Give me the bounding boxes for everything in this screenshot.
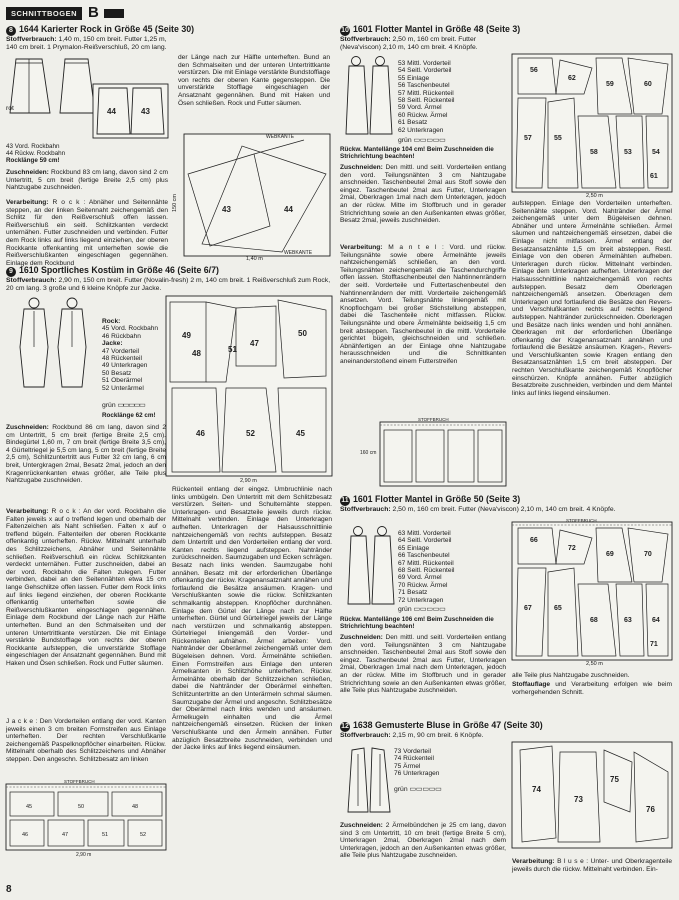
svg-text:50: 50 (78, 804, 85, 810)
s11-cut: Zuschneiden: Den mittl. und seitl. Vorderteilen entlang den vord. Teilungsnähten 3 cm Nahtzugabe anschneiden. Taschenbeutel 2mal aus Stoff sowie den eingez. Taschenbeutel 2mal aus Futter, Unterkragen 2mal, Oberkragen 1mal nach dem Unterkragen, jedoch an der rückw. Mitte im Stoffbruch und in gerader Strichrichtung sowie an den Außenkanten etwas größer, alle Teile plus Nahtzugabe zuschneiden. (340, 634, 506, 695)
svg-text:50: 50 (298, 329, 307, 338)
s11-pieces: 63 Mittl. Vorderteil 64 Seitl. Vorderteil 65 Einlage 66 Taschenbeutel 67 Mittl. Rückenteil 68 Seitl. Rückenteil 69 Vord. Ärmel 70 Rückw. Ärmel 71 Besatz 72 Unterkragen (398, 530, 455, 604)
svg-text:55: 55 (554, 135, 562, 142)
svg-text:53: 53 (624, 149, 632, 156)
svg-text:49: 49 (182, 331, 191, 340)
s10-dim-h: 160 cm (360, 450, 377, 456)
svg-text:73: 73 (574, 795, 583, 804)
s9-cutting-layout (166, 296, 332, 476)
svg-text:72: 72 (568, 545, 576, 552)
s8-work: Verarbeitung: R o c k : Abnäher und Seitennähte steppen, an der linken Seitennaht zeichengemäß den Schlitz für den Reißverschluß offen lassen. Reißverschluß ein seitl. Schlitzkanten verdeckt unternähen. Futter zuschneiden und verbinden. Futter dem Rock links auf links liegend einziehen, der oberen Rockkante offenkanting mit unterheften sowie die Reißverschlußkanten eingeschlagen gegennähen. Einlage dem Rockbund (6, 199, 168, 267)
svg-text:44: 44 (107, 107, 116, 116)
s8-aside: der Länge nach zur Hälfte unterheften. Bund an den Schmalseiten und der unteren Untertrittkante verstürzen. Die mit Einlage verstärkte Bundstoffiage von rechts der oberen Kante gegensteppen. Die unverstärkte Stofflage eingeschlagen der Ansatznaht gegennähen. Bund mit Haken und Ösen schließen. Rock und Futter säumen. (178, 54, 330, 107)
svg-text:60: 60 (644, 81, 652, 88)
svg-text:76: 76 (646, 805, 655, 814)
s8-cutting-layout (184, 134, 330, 256)
s10-cutting-layout (512, 54, 672, 192)
s8-cut: Zuschneiden: Rockbund 83 cm lang, davon sind 2 cm Untertritt, 5 cm breit (fertige Breite 2,5 cm) plus Nahtzugabe zuschneiden. (6, 169, 168, 192)
svg-text:43: 43 (141, 107, 150, 116)
s9-col2: Rückenteil entlang der eingez. Umbruchlinie nach links umbügeln. Den Untertritt mit dem Schlitzbesatz verstürzen. Seiten- und Schulternähte steppen. Unterkragen- und Besatzteile jeweils durch rückw. Mittelnaht verbinden. Einlage den Unterkragen aufheften. Unterkragen der Halsausschnittlinie nahtzeichengemäß von rechts aufsteppen. Besatz dem Untertritt und den Vorderteilen entlang der vord. Kanten rechts liegend aufsteppen. Nahtränder zurückschneiden. Saumzugaben und Ecken schrägen. Besatz nach links wenden. Saumzugabe hohl annähen. Besatz mit der erforderlichen Überlänge offenkantig der rückw. Kragenansatznaht annähen und fortlaufend die Besätze ansäumen. Kragen- und Verschlußkanten sowie die rückw. Schlitzkanten schmalkantig absteppen. Knopflöcher durchnähen. Einlage dem Gürtel der Länge nach zur Hälfte unterheften. Gürtel und Gürtelriegel jeweils der Länge nach verstürzen und schmalkantig absteppen. Gürtelriegel liniengemäß den Vorder- und Rückenteilen aufnähen. Ärmel arbeiten: Vord. Nahtränder der Oberärmel zeichengemäß unter dem Bügeleisen dehnen. Vord. Ärmelnähte schließen. Einen Formstreifen aus Einlage den unteren Ärmelkanten in Schlitzhöhe unterheften. Rückw. Ärmelnähte oberhalb der Schlitzzeichen schließen, dabei die Nahtränder der Oberärmel einheften. Schlitzuntertritte an den Unterärmeln schmal säumen. Saumzugabe der Ärmel und angeschn. Schlitzbesätze der Oberärmel nach links wenden und ansäumen. Ärmelkugeln einhalten und die Ärmel nahtzeichengemäß einsetzen. Rücken der linken Verschlußkante und den Ärmeln annähen. Futter abzüglich Besatzbreite zuschneiden, verbinden und der Jacke links auf links liegend einsäumen. (172, 486, 332, 752)
s8-color: rot (6, 105, 14, 112)
svg-text:43: 43 (222, 205, 231, 214)
s9-material: Stoffverbrauch: 2,90 m, 150 cm breit. Futter (Novalin-fresh) 2 m, 140 cm breit. 1 Reißverschluß zum Rock, 20 cm lang. 3 große und 6 kleine Knöpfe zur Jacke. (6, 277, 331, 292)
s11-col2b: Stoffauflage und Verarbeitung erfolgen wie beim vorhergehenden Schnitt. (512, 681, 672, 696)
s8-fold-top: WEBKANTE (266, 134, 295, 140)
svg-text:62: 62 (568, 75, 576, 82)
s11-color: grün ▭▭▭▭▭ (398, 606, 446, 613)
s11-col2: alle Teile plus Nahtzugabe zuschneiden. (512, 672, 630, 679)
s9-length: Rocklänge 62 cm! (102, 412, 156, 419)
svg-text:52: 52 (140, 832, 147, 838)
s8-material: Stoffverbrauch: 1,40 m, 150 cm breit. Futter 1,25 m, 140 cm breit. 1 Prymalon-Reißverschluß, 20 cm lang. (6, 36, 167, 51)
s9-suit-illustration (14, 297, 94, 389)
s12-material: Stoffverbrauch: 2,15 m, 90 cm breit. 6 Knöpfe. (340, 732, 484, 739)
s11-title: 11 1601 Flotter Mantel in Größe 50 (Seite 3) (341, 494, 521, 504)
svg-text:47: 47 (62, 832, 69, 838)
s11-material: Stoffverbrauch: 2,50 m, 160 cm breit. Futter (Neva'viscon) 2,10 m, 140 cm breit. 4 Knöpfe. (340, 506, 616, 513)
s10-col2: aufsteppen. Einlage den Vorderteilen unterheften. Seitennähte steppen. Vord. Nahtränder der Ärmel zeichengemäß unter dem Bügeleisen dehnen. Abnäher und untere Ärmelnähte schließen. Ärmel säumen und nahtzeichengemäß einsetzen, dabei die Einlage nicht mitfassen. Ärmel entlang der Besatzansatznähte 1,5 cm breit absteppen. Restl. Einlage von den oberen Ärmelnähten aufheben. Unterkragen durch rückw. Mittelnaht verbinden. Einlage dem Unterkragen aufheften. Unterkragen der Halsausschnittlinie nahtzeichengemäß von rechts aufsteppen. Besatz dem Oberkragen nahtzeichengemäß ansetzen. Oberkragen dem Unterkragen und fortlaufend die Besätze den Revers- und Verschlußkanten rechts auf rechts liegend aufsteppen. Nahtränder zurückschneiden. Oberkragen und Besätze nach links wenden und hohl annähen. Oberkragen mit der erforderlichen Überlänge offenkantig der Kragenansatznaht annähen und fortlaufend die Besätze ansäumen. Kragen-, Revers- und Verschlußkanten sowie Kragen entlang den Besatzansatznähten 1,5 cm breit absteppen. Der rechten Verschlußkante zeichengemäß Knopflöcher einschürzen. Knöpfe annähen. Futter abzüglich Besatzbreite zuschneiden, verbinden und dem Mantel links auf links liegend einsäumen. (512, 200, 672, 397)
svg-text:68: 68 (590, 617, 598, 624)
s10-coat-illustration (344, 56, 394, 138)
s9-dim-w: 2,90 m (240, 478, 257, 484)
s10-work: Verarbeitung: M a n t e l : Vord. und rückw. Teilungsnähte sowie obere Ärmelnähte jeweils nahtzeichengemäß schließen, an den vord. Teilungsnähten zeichengemäß die Taschendurchgriffe offen lassen. Stofftaschenbeutel den Nahtinnenrändern der seitl. Vorderteile und Futtertaschenbeutel den Nahtinnenrändern der mittl. Vorderteile zeichengemäß ansetzen. Vord. Teilungsnähte liniengemäß mit Knopflochgarn bei großer Stichstellung absteppen, dabei die Taschenteile nicht mitfassen. Rückw. Teilungsnähte und obere Ärmelnähte beidseitig 1,5 cm breit absteppen. Taschenbeutel in die mittl. Vorderteile gerichtet bügeln, gleichschneiden und schließen. Abnähfertigen an der Einlage ohne Nahtzugabe herausschneiden und die Schnittkanten aneinanderstoßend einem Futterstreifen (340, 244, 506, 365)
section-label: SCHNITTBOGEN (6, 7, 82, 20)
s12-color: grün ▭▭▭▭▭ (394, 786, 442, 793)
svg-text:52: 52 (246, 429, 255, 438)
svg-text:47: 47 (250, 339, 259, 348)
svg-text:58: 58 (590, 149, 598, 156)
s11-dim-w: 2,50 m (586, 661, 603, 667)
svg-text:48: 48 (192, 349, 201, 358)
s8-skirt-back-illustration (58, 57, 98, 115)
svg-text:56: 56 (530, 67, 538, 74)
s11-cutting-layout (512, 522, 672, 660)
s9-color: grün ▭▭▭▭▭ (102, 402, 145, 409)
svg-text:66: 66 (530, 537, 538, 544)
s9-dim-w2: 2,90 m (76, 852, 92, 858)
svg-text:45: 45 (26, 804, 33, 810)
s9-cut: Zuschneiden: Rockbund 86 cm lang, davon sind 2 cm Untertritt, 5 cm breit (fertige Breite 2,5 cm). Bindegürtel 1,60 m, 7 cm breit (fertige Breite 3,5 cm), 4 Gürteltriegel je 5,5 cm lang, 5 cm breit (fertige Breite 2,5 cm), Schlitzuntertritt aus Futter 32 cm lang, 6 cm breit, Untergkragen 2mal, Besatz 2mal, jedoch an den Kragenrückenkanten etwas größer, alle Teile plus Nahtzugabe zuschneiden. (6, 424, 166, 485)
s12-cutting-layout (512, 742, 672, 852)
svg-text:69: 69 (606, 551, 614, 558)
svg-text:74: 74 (532, 785, 541, 794)
s9-work: Verarbeitung: R o c k : An der vord. Rockbahn die Falten jeweils x auf o treffend legen und oberhalb der Faltenzeichen als Naht schließen. Falten x auf o treffend bügeln. Faltenteifen der oberen Rockkante offenkantig unterheften. Rückw. Mittelnaht unterhalb des Schlitzzeichens, Abnäher und Seitennähte schließen. Reißverschluß ein rückw. Schlitzkanten verdeckt unternähen. Futter zuschneiden, dabei an der vord. Rockbahn die Falten zulegen. Futter verbinden, dabei an den Seitennähten etwa 15 cm lange Gehschlitze offen lassen. Futter dem Rock links auf links liegend einziehen, der oberen Rockkante offenkantig unterheften sowie die Reißverschlußkanten eingeschlagen gegennähen. Einlage dem Rockbund der Länge nach zur Hälfte unterheften. Bund an den Schmalseiten und der unteren Untertrittkante verstürzen. Die mit Einlage verstärkte Bundstofflage von rechts der oberen Rockkante aufsteppen, die unverstärkte Stofflage eingeschlagen der Ansatznaht gegennähen. Bund mit Haken und Ösen schließen. Rock und Futter säumen. (6, 508, 166, 667)
s8-pieces: 43 Vord. Rockbahn 44 Rückw. Rockbahn Rocklänge 59 cm! (6, 143, 66, 165)
s10-cut: Zuschneiden: Den mittl. und seitl. Vorderteilen entlang den vord. Teilungsnähten 3 cm Nahtzugabe anschneiden. Taschenbeutel 2mal aus Stoff sowie den eingez. Taschenbeutel 2mal aus Futter, Unterkragen 2mal, Oberkragen 1mal nach dem Unterkragen, jedoch an der rückw. Mitte im Stoffbruch und in gerader Strichrichtung sowie an den Außenkanten etwas größer, Besatz 2mal, jeweils zuschneiden. (340, 164, 506, 225)
s12-work: Verarbeitung: B l u s e : Unter- und Oberkragenteile jeweils durch die rückw. Mittelnaht verbinden. Ein- (512, 858, 672, 873)
s10-title: 10 1601 Flotter Mantel in Größe 48 (Seite 3) (341, 24, 521, 34)
svg-text:59: 59 (606, 81, 614, 88)
s8-title: 8 1644 Karierter Rock in Größe 45 (Seite 30) (6, 24, 194, 36)
svg-text:61: 61 (650, 173, 658, 180)
s10-pieces: 53 Mittl. Vorderteil 54 Seitl. Vorderteil 55 Einlage 56 Taschenbeutel 57 Mittl. Rückenteil 58 Seitl. Rückenteil 59 Vord. Ärmel 60 Rückw. Ärmel 61 Besatz 62 Unterkragen (398, 60, 455, 134)
s9-title: 9 1610 Sportliches Kostüm in Größe 46 (Seite 6/7) (6, 265, 219, 277)
s9-stoffbruch: STOFFBRUCH (64, 779, 95, 784)
svg-text:45: 45 (296, 429, 305, 438)
svg-text:54: 54 (652, 149, 660, 156)
svg-text:71: 71 (650, 641, 658, 648)
s12-title: 12 1638 Gemusterte Bluse in Größe 47 (Seite 30) (341, 720, 543, 730)
section-letter: B (88, 4, 99, 21)
s12-pieces: 73 Vorderteil 74 Rückenteil 75 Ärmel 76 Unterkragen (394, 748, 440, 778)
s11-length: Rückw. Mantellänge 106 cm! Beim Zuschneiden die Strichrichtung beachten! (340, 616, 494, 631)
svg-text:46: 46 (22, 832, 29, 838)
svg-text:75: 75 (610, 775, 619, 784)
svg-text:46: 46 (196, 429, 205, 438)
svg-text:70: 70 (644, 551, 652, 558)
s8-dim-h: 150 cm (172, 193, 179, 213)
s10-stoffbruch: STOFFBRUCH (418, 417, 449, 422)
svg-text:44: 44 (284, 205, 293, 214)
s9-work2: J a c k e : Den Vorderteilen entlang der vord. Kanten jeweils einen 3 cm breiten Formstreifen aus Einlage unterheften. Der rechten Verschlußkante zeichengemäß Paspelknopflöcher einarbeiten. Rückw. Mittelnaht oberhalb des Schlitzzeichens und Abnäher steppen. Den angeschn. Schlitzbesatz am linken (6, 718, 166, 763)
svg-text:51: 51 (228, 345, 237, 354)
s10-small-layout (380, 422, 506, 490)
s9-pieces: Rock: 45 Vord. Rockbahn 46 Rückbahn Jacke: 47 Vorderteil 48 Rückenteil 49 Unterkragen 50 Besatz 51 Oberärmel 52 Unterärmel (102, 318, 159, 392)
s10-length: Rückw. Mantellänge 104 cm! Beim Zuschneiden die Strichrichtung beachten! (340, 146, 494, 161)
svg-text:57: 57 (524, 135, 532, 142)
svg-text:51: 51 (102, 832, 109, 838)
s12-cut: Zuschneiden: 2 Ärmelbündchen je 25 cm lang, davon sind 3 cm Untertritt, 10 cm breit (fertige Breite 5 cm), Unterkragen 2mal, Oberkragen 2mal nach dem Unterkragen, jedoch an den Außenkanten etwas größer, alle Teile plus Nahtzugabe zuschneiden. (340, 822, 506, 860)
s10-dim-w: 2,50 m (586, 193, 603, 199)
s10-color: grün ▭▭▭▭▭ (398, 137, 446, 144)
s9-small-layout (6, 784, 166, 854)
s8-small-layout (93, 84, 168, 138)
s11-stoffbruch: STOFFBRUCH (566, 518, 597, 523)
svg-text:64: 64 (652, 617, 660, 624)
page-number: 8 (6, 884, 12, 895)
s8-skirt-illustration (8, 57, 53, 115)
s8-fold-bottom: WEBKANTE (284, 250, 313, 256)
svg-text:65: 65 (554, 605, 562, 612)
s8-dim-w: 1,40 m (246, 256, 263, 262)
svg-text:67: 67 (524, 605, 532, 612)
s12-blouse-illustration (346, 746, 392, 816)
svg-text:48: 48 (132, 804, 139, 810)
header-bar (104, 9, 124, 18)
svg-text:63: 63 (624, 617, 632, 624)
s10-material: Stoffverbrauch: 2,50 m, 160 cm breit. Futter (Neva'viscon) 2,10 m, 140 cm breit. 4 Knöpfe. (340, 36, 478, 51)
s11-coat-illustration (346, 526, 396, 608)
page-header (6, 4, 226, 21)
